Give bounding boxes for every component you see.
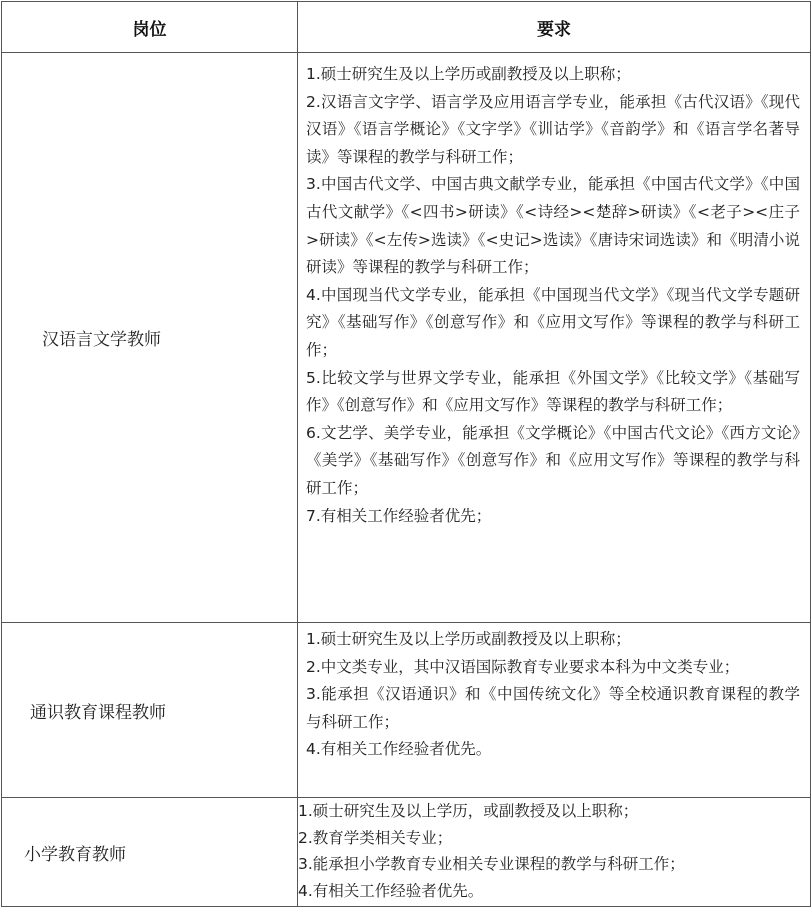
position-cell: 汉语言文学教师 — [2, 53, 298, 623]
requirements-cell — [298, 623, 811, 798]
requirement-item: 1.硕士研究生及以上学历，或副教授及以上职称； — [298, 802, 639, 820]
requirement-item: 1.硕士研究生及以上学历或副教授及以上职称； — [306, 65, 631, 83]
table-row — [2, 53, 811, 623]
requirement-item: 7.有相关工作经验者优先； — [306, 506, 492, 525]
position-cell: 小学教育教师 — [2, 798, 298, 907]
position-cell: 通识教育课程教师 — [2, 623, 298, 798]
requirement-item: 4.中国现当代文学专业，能承担《中国现当代文学》《现当代文学专题研究》《基础写作》《创意写作》和《应用文写作》等课程的教学与科研工作； — [306, 285, 800, 359]
requirement-item: 3.能承担《汉语通识》和《中国传统文化》等全校通识教育课程的教学与科研工作； — [306, 685, 800, 731]
requirement-item: 5.比较文学与世界文学专业，能承担《外国文学》《比较文学》《基础写作》《创意写作》和《应用文写作》等课程的教学与科研工作； — [306, 368, 800, 415]
requirements-list — [306, 626, 800, 764]
requirement-item: 2.中文类专业，其中汉语国际教育专业要求本科为中文类专业； — [306, 657, 740, 676]
requirement-item: 4.有相关工作经验者优先。 — [306, 740, 492, 759]
header-position: 岗位 — [2, 2, 298, 53]
table-row — [2, 798, 811, 907]
requirements-cell — [298, 53, 811, 623]
header-requirements: 要求 — [298, 2, 811, 53]
job-requirements-table — [1, 1, 811, 907]
requirement-item: 3.能承担小学教育专业相关专业课程的教学与科研工作； — [298, 855, 685, 873]
requirements-list — [306, 61, 800, 530]
requirement-item: 2.教育学类相关专业； — [298, 828, 453, 847]
requirement-item: 1.硕士研究生及以上学历或副教授及以上职称； — [306, 630, 631, 648]
requirements-cell — [298, 798, 811, 907]
requirement-item: 4.有相关工作经验者优先。 — [298, 881, 484, 900]
requirement-item: 6.文艺学、美学专业，能承担《文学概论》《中国古代文论》《西方文论》《美学》《基础写作》《创意写作》和《应用文写作》等课程的教学与科研工作； — [306, 423, 800, 497]
table-row — [2, 623, 811, 798]
requirement-item: 2.汉语言文字学、语言学及应用语言学专业，能承担《古代汉语》《现代汉语》《语言学概论》《文字学》《训诂学》《音韵学》和《语言学名著导读》等课程的教学与科研工作； — [306, 92, 800, 166]
requirements-list — [298, 798, 800, 904]
table-header-row — [2, 2, 811, 53]
requirement-item: 3.中国古代文学、中国古典文献学专业，能承担《中国古代文学》《中国古代文献学》《<四书>研读》《<诗经><楚辞>研读》《<老子><庄子>研读》《<左传>选读》《<史记>选读》《唐诗宋词选读》和《明清小说研读》等课程的教学与科研工作； — [306, 175, 800, 277]
